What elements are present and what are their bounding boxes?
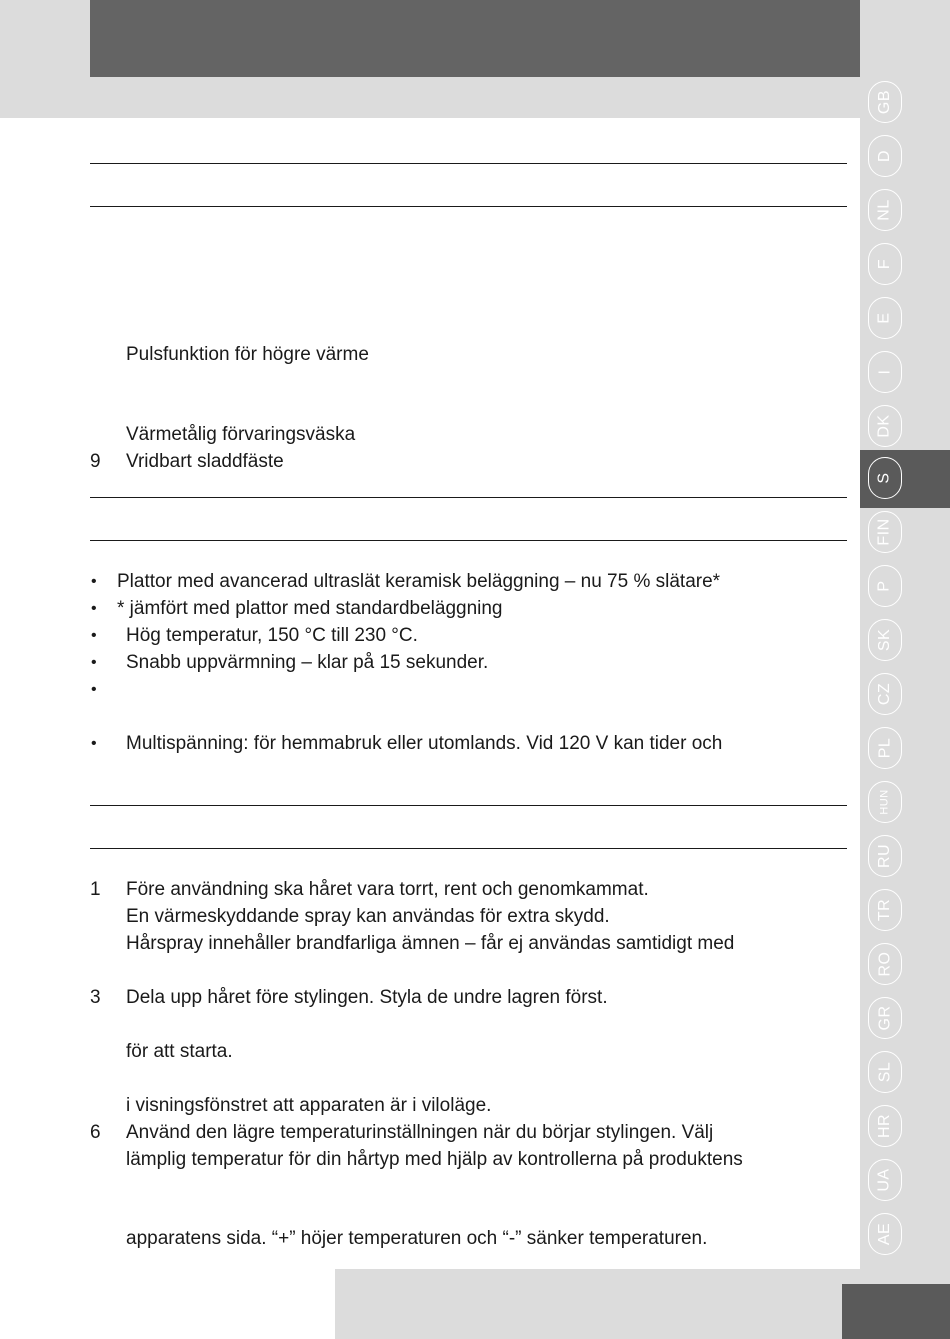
- instruction-line: apparatens sida. “+” höjer temperaturen och “-” sänker temperaturen.: [126, 1228, 708, 1249]
- language-tab-fin[interactable]: [868, 511, 902, 553]
- language-tab-p[interactable]: [868, 565, 902, 607]
- language-tab-label: UA: [875, 1168, 893, 1192]
- feature-item: Multispänning: för hemmabruk eller utomlands. Vid 120 V kan tider och: [126, 733, 723, 754]
- language-tab-label: F: [876, 258, 893, 270]
- bullet-symbol: •: [91, 627, 97, 644]
- instruction-line: Använd den lägre temperaturinställningen när du börjar stylingen. Välj: [126, 1122, 714, 1143]
- language-tab-label: P: [875, 580, 893, 592]
- language-tab-label: NL: [875, 199, 893, 221]
- instruction-line: En värmeskyddande spray kan användas för extra skydd.: [126, 906, 610, 927]
- language-tab-ro[interactable]: [868, 943, 902, 985]
- language-tab-label: I: [875, 369, 893, 375]
- bullet-symbol: •: [91, 600, 97, 617]
- language-tab-label: SL: [875, 1061, 893, 1083]
- section-rule: [90, 163, 847, 164]
- language-tab-f[interactable]: [868, 243, 902, 285]
- bullet-symbol: •: [91, 681, 97, 698]
- section-rule: [90, 805, 847, 806]
- language-tab-label: RO: [876, 951, 893, 977]
- language-tab-d[interactable]: [868, 135, 902, 177]
- language-tab-label: S: [875, 472, 893, 484]
- section-rule: [90, 497, 847, 498]
- language-tab-label: HR: [875, 1113, 893, 1139]
- language-tab-label: FIN: [876, 518, 893, 546]
- language-tab-label: GR: [876, 1005, 893, 1031]
- instruction-line: lämplig temperatur för din hårtyp med hjälp av kontrollerna på produktens: [126, 1149, 743, 1170]
- language-tab-s[interactable]: [868, 457, 902, 499]
- section-rule: [90, 206, 847, 207]
- language-tab-label: SK: [876, 628, 893, 652]
- bullet-symbol: •: [91, 573, 97, 590]
- language-tab-i[interactable]: [868, 351, 902, 393]
- feature-item: Hög temperatur, 150 °C till 230 °C.: [126, 625, 418, 646]
- language-tab-gr[interactable]: [868, 997, 902, 1039]
- bullet-symbol: •: [91, 654, 97, 671]
- language-tab-label: PL: [875, 737, 893, 759]
- feature-item: Plattor med avancerad ultraslät keramisk beläggning – nu 75 % slätare*: [117, 571, 721, 592]
- language-tab-label: D: [876, 149, 893, 163]
- language-tab-label: DK: [875, 414, 893, 438]
- feature-item: Snabb uppvärmning – klar på 15 sekunder.: [126, 652, 489, 673]
- language-tab-label: GB: [876, 89, 893, 115]
- language-tab-sk[interactable]: [868, 619, 902, 661]
- instruction-line: Hårspray innehåller brandfarliga ämnen – får ej användas samtidigt med: [126, 933, 735, 954]
- part-pulse-function: Pulsfunktion för högre värme: [126, 344, 369, 365]
- language-tab-ru[interactable]: [868, 835, 902, 877]
- part-storage-case: Värmetålig förvaringsväska: [126, 424, 356, 445]
- part-swivel-cord: Vridbart sladdfäste: [126, 451, 284, 472]
- bullet-symbol: •: [91, 735, 97, 752]
- step-number: 3: [90, 987, 101, 1008]
- language-tab-pl[interactable]: [868, 727, 902, 769]
- instruction-line: i visningsfönstret att apparaten är i viloläge.: [126, 1095, 492, 1116]
- language-tab-hun[interactable]: [868, 781, 902, 823]
- section-rule: [90, 540, 847, 541]
- language-tab-nl[interactable]: [868, 189, 902, 231]
- language-tab-label: E: [875, 312, 893, 324]
- instruction-line: Före användning ska håret vara torrt, rent och genomkammat.: [126, 879, 649, 900]
- language-tab-label: TR: [875, 898, 893, 922]
- language-tab-hr[interactable]: [868, 1105, 902, 1147]
- step-number: 1: [90, 879, 101, 900]
- footer-page-block: [842, 1284, 950, 1339]
- language-tab-label: CZ: [875, 682, 893, 706]
- language-tab-label: RU: [875, 843, 893, 869]
- language-tab-dk[interactable]: [868, 405, 902, 447]
- step-number: 6: [90, 1122, 101, 1143]
- header-bar: [90, 0, 860, 77]
- part-number: 9: [90, 451, 101, 472]
- language-tab-ua[interactable]: [868, 1159, 902, 1201]
- language-tab-gb[interactable]: [868, 81, 902, 123]
- language-tab-label: AE: [876, 1222, 893, 1246]
- instruction-line: Dela upp håret före stylingen. Styla de undre lagren först.: [126, 987, 608, 1008]
- language-tab-ae[interactable]: [868, 1213, 902, 1255]
- language-tab-cz[interactable]: [868, 673, 902, 715]
- instruction-line: för att starta.: [126, 1041, 233, 1062]
- section-rule: [90, 848, 847, 849]
- language-tab-tr[interactable]: [868, 889, 902, 931]
- language-tab-e[interactable]: [868, 297, 902, 339]
- language-tab-label: HUN: [879, 789, 891, 815]
- language-tab-sl[interactable]: [868, 1051, 902, 1093]
- feature-item: * jämfört med plattor med standardbeläggning: [117, 598, 503, 619]
